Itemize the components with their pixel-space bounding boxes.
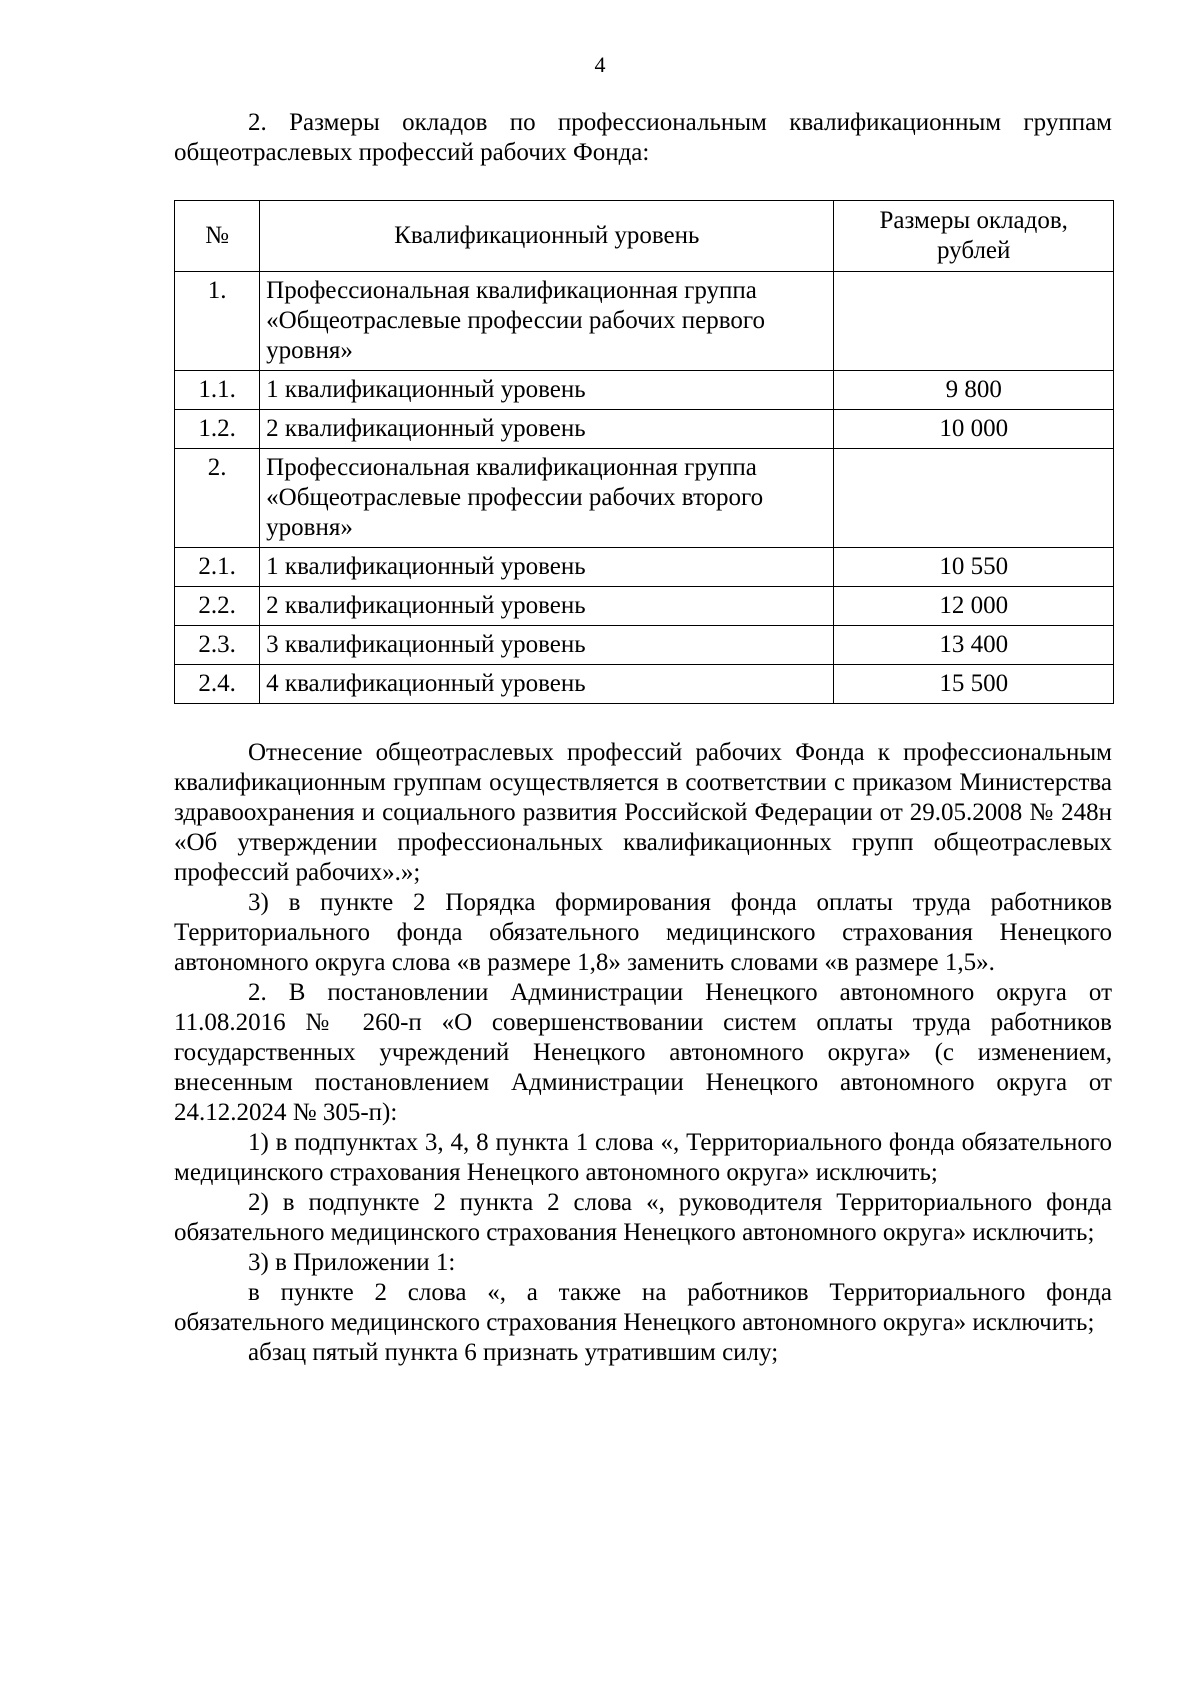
paragraph-subitem-3: 3) в Приложении 1: [248,1249,456,1276]
row-level: 1 квалификационный уровень [260,548,834,587]
row-level: 2 квалификационный уровень [260,587,834,626]
row-salary: 10 000 [834,410,1114,449]
document-body [174,108,1112,1368]
row-level: 3 квалификационный уровень [260,626,834,665]
row-number: 2.4. [175,665,260,704]
row-salary: 10 550 [834,548,1114,587]
paragraph-subitem-1: 1) в подпунктах 3, 4, 8 пункта 1 слова «, Территориального фонда обязательного медицинского страхования Ненецкого автономного округа» исключить; [174,1129,1112,1186]
row-salary [834,272,1114,371]
row-level: Профессиональная квалификационная группа «Общеотраслевые профессии рабочих первого уровня» [260,272,834,371]
table-row [175,548,1114,587]
salary-table [174,200,1114,704]
header-salary: Размеры окладов, рублей [834,201,1114,272]
table-row [175,449,1114,548]
row-number: 1.2. [175,410,260,449]
row-number: 2.2. [175,587,260,626]
row-salary: 9 800 [834,371,1114,410]
row-number: 2.3. [175,626,260,665]
paragraph-annex-point-6: абзац пятый пункта 6 признать утратившим силу; [248,1339,779,1366]
table-header-row [175,201,1114,272]
table-row [175,626,1114,665]
row-number: 1. [175,272,260,371]
paragraph-section-2: 2. В постановлении Администрации Ненецкого автономного округа от 11.08.2016 № 260-п «О совершенствовании систем оплаты труда работников государственных учреждений Ненецкого автономного округа» (с изменением, внесенным постановлением Администрации Ненецкого автономного округа от 24.12.2024 № 305-п): [174,979,1112,1126]
row-salary: 12 000 [834,587,1114,626]
table-row [175,665,1114,704]
row-salary [834,449,1114,548]
table-row [175,272,1114,371]
header-number: № [175,201,260,272]
row-salary: 13 400 [834,626,1114,665]
row-number: 2.1. [175,548,260,587]
row-number: 2. [175,449,260,548]
row-number: 1.1. [175,371,260,410]
row-level: Профессиональная квалификационная группа «Общеотраслевые профессии рабочих второго уровня» [260,449,834,548]
row-level: 1 квалификационный уровень [260,371,834,410]
header-level: Квалификационный уровень [260,201,834,272]
intro-paragraph: 2. Размеры окладов по профессиональным квалификационным группам общеотраслевых профессий рабочих Фонда: [174,109,1112,166]
table-row [175,410,1114,449]
paragraph-item-3: 3) в пункте 2 Порядка формирования фонда оплаты труда работников Территориального фонда обязательного медицинского страхования Ненецкого автономного округа слова «в размере 1,8» заменить словами «в размере 1,5». [174,889,1112,976]
row-level: 2 квалификационный уровень [260,410,834,449]
row-salary: 15 500 [834,665,1114,704]
table-row [175,371,1114,410]
page-number: 4 [594,52,606,77]
row-level: 4 квалификационный уровень [260,665,834,704]
paragraph-subitem-2: 2) в подпункте 2 пункта 2 слова «, руководителя Территориального фонда обязательного медицинского страхования Ненецкого автономного округа» исключить; [174,1189,1112,1246]
table-row [175,587,1114,626]
paragraph-annex-point-2: в пункте 2 слова «, а также на работников Территориального фонда обязательного медицинского страхования Ненецкого автономного округа» исключить; [174,1279,1112,1336]
paragraph-classification: Отнесение общеотраслевых профессий рабочих Фонда к профессиональным квалификационным группам осуществляется в соответствии с приказом Министерства здравоохранения и социального развития Российской Федерации от 29.05.2008 № 248н «Об утверждении профессиональных квалификационных групп общеотраслевых профессий рабочих».»; [174,739,1112,886]
